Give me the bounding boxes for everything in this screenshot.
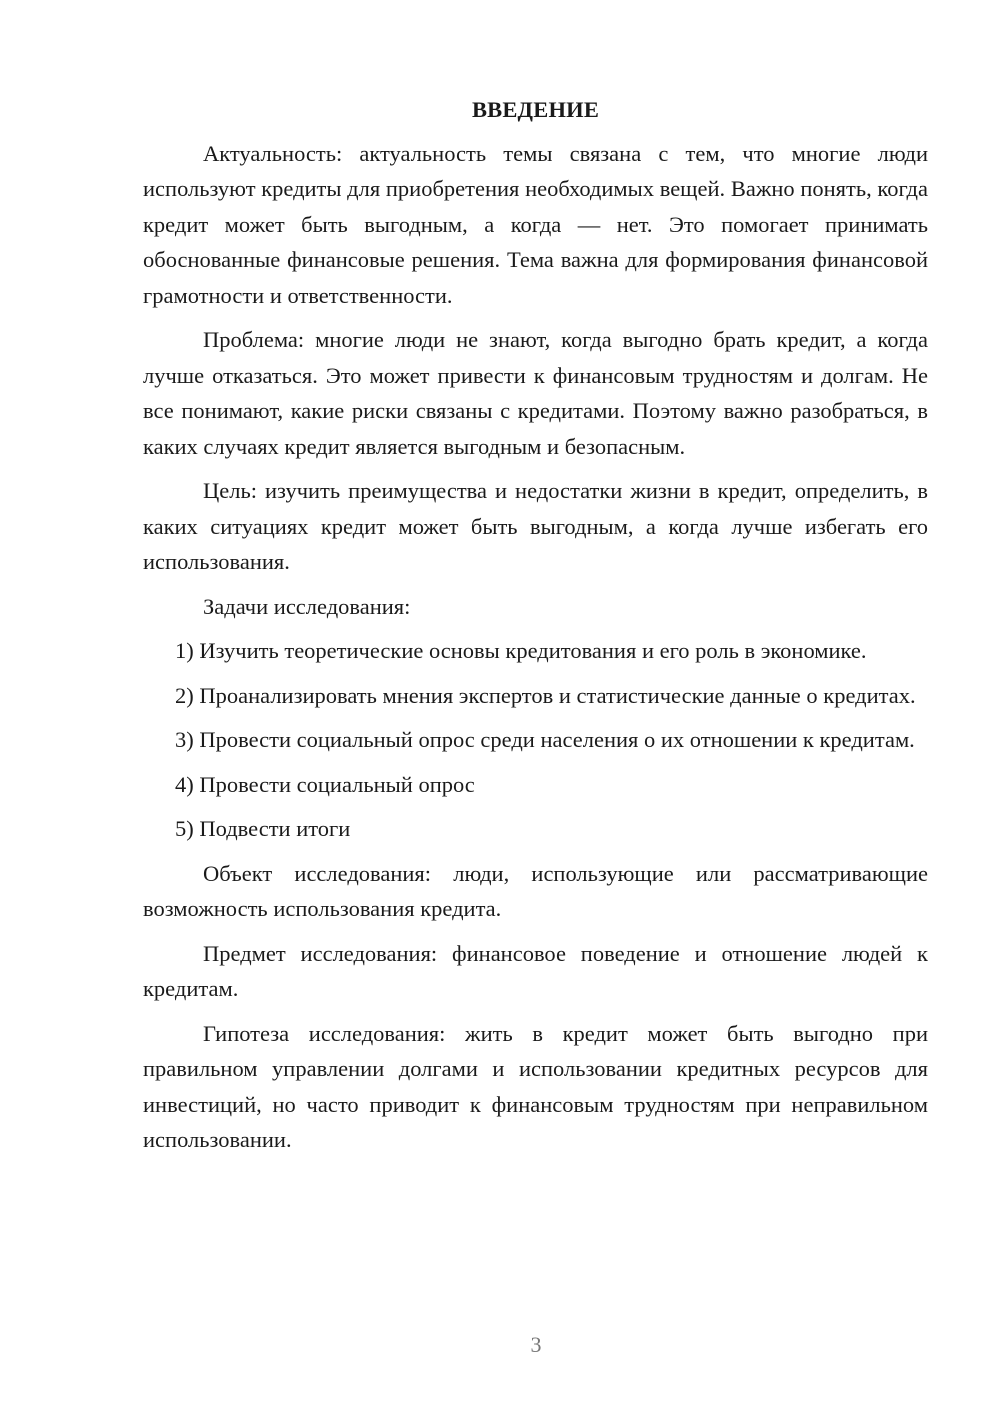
paragraph-object: Объект исследования: люди, использующие или рассматривающие возможность использования кредита. xyxy=(143,860,928,921)
task-item-3: 3) Провести социальный опрос среди населения о их отношении к кредитам. xyxy=(175,727,915,752)
page-title: ВВЕДЕНИЕ xyxy=(471,97,600,122)
document-page xyxy=(143,92,928,1167)
paragraph-relevance: Актуальность: актуальность темы связана с тем, что многие люди используют кредиты для приобретения необходимых вещей. Важно понять, когда кредит может быть выгодным, а когда — нет. Это помогает принимать обоснованные финансовые решения. Тема важна для формирования финансовой грамотности и ответственности. xyxy=(143,140,928,308)
paragraph-problem: Проблема: многие люди не знают, когда выгодно брать кредит, а когда лучше отказаться. Это может привести к финансовым трудностям и долгам. Не все понимают, какие риски связаны с кредитами. Поэтому важно разобраться, в каких случаях кредит является выгодным и безопасным. xyxy=(143,327,928,459)
paragraph-hypothesis: Гипотеза исследования: жить в кредит может быть выгодно при правильном управлении долгами и использовании кредитных ресурсов для инвестиций, но часто приводит к финансовым трудностям при неправильном использовании. xyxy=(143,1020,928,1152)
task-item-5: 5) Подвести итоги xyxy=(175,816,351,841)
paragraph-subject: Предмет исследования: финансовое поведение и отношение людей к кредитам. xyxy=(143,940,928,1001)
paragraph-goal: Цель: изучить преимущества и недостатки жизни в кредит, определить, в каких ситуациях кредит может быть выгодным, а когда лучше избегать его использования. xyxy=(143,478,928,574)
page-number: 3 xyxy=(530,1332,542,1357)
paragraph-tasks-heading: Задачи исследования: xyxy=(203,593,411,619)
task-item-1: 1) Изучить теоретические основы кредитования и его роль в экономике. xyxy=(175,638,867,663)
task-item-4: 4) Провести социальный опрос xyxy=(175,771,475,797)
task-item-2: 2) Проанализировать мнения экспертов и статистические данные о кредитах. xyxy=(175,682,916,708)
